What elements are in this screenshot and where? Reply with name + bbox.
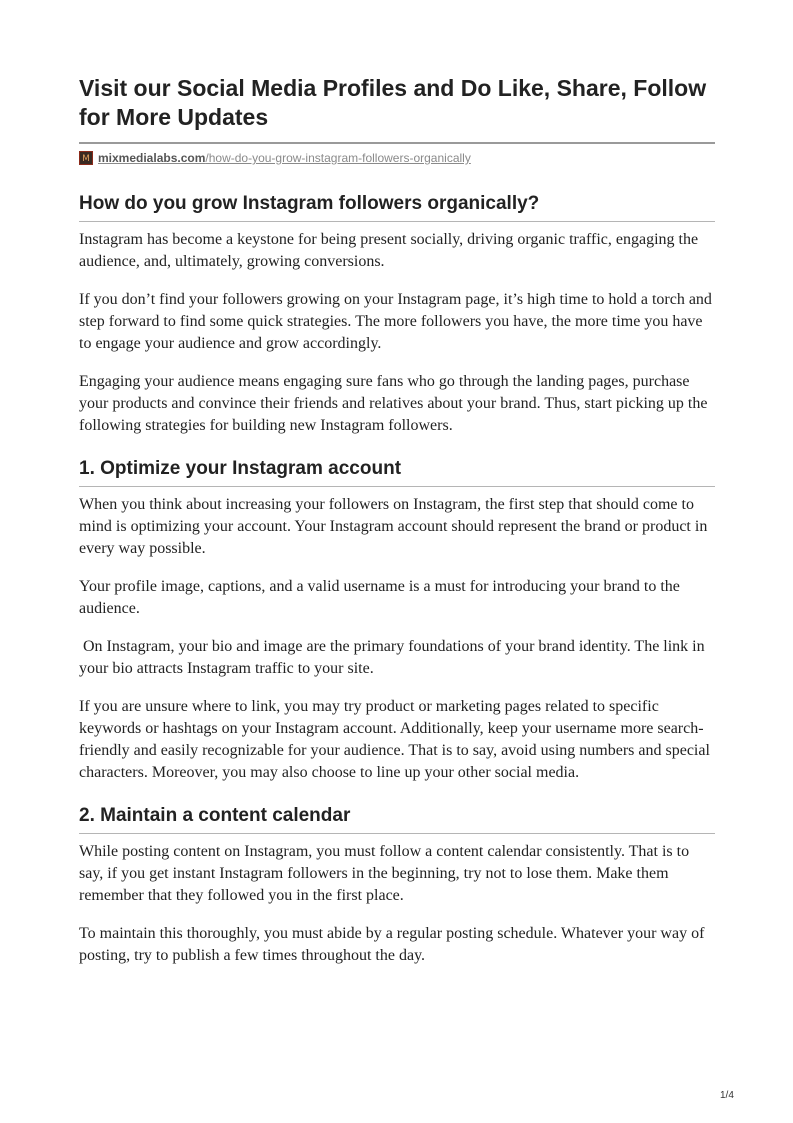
section-paragraph: While posting content on Instagram, you must follow a content calendar consistently. That is to say, if you get instant Instagram followers in the beginning, try not to lose them. Make them remember that they followed you in the first place. bbox=[79, 843, 690, 904]
source-domain: mixmedialabs.com bbox=[98, 151, 206, 165]
section-paragraph: To maintain this thoroughly, you must abide by a regular posting schedule. Whatever your way of posting, try to publish a few times throughout the day. bbox=[79, 925, 705, 964]
section-paragraph: When you think about increasing your followers on Instagram, the first step that should come to mind is optimizing your account. Your Instagram account should represent the brand or product in every way possible. bbox=[79, 496, 708, 557]
intro-paragraph: Engaging your audience means engaging sure fans who go through the landing pages, purchase your products and convince their friends and relatives about your brand. Thus, start picking up the following strategies for building new Instagram followers. bbox=[79, 373, 708, 434]
section-paragraph: On Instagram, your bio and image are the primary foundations of your brand identity. The link in your bio attracts Instagram traffic to your site. bbox=[79, 638, 709, 677]
section-paragraph: If you are unsure where to link, you may try product or marketing pages related to specific keywords or hashtags on your Instagram account. Additionally, keep your username more search-friendly and easily recognizable for your audience. That is to say, avoid using numbers and special characters. Moreover, you may also choose to line up your other social media. bbox=[79, 698, 710, 781]
section-paragraph: Your profile image, captions, and a valid username is a must for introducing your brand to the audience. bbox=[79, 578, 680, 617]
intro-paragraph: Instagram has become a keystone for being present socially, driving organic traffic, engaging the audience, and, ultimately, growing conversions. bbox=[79, 231, 699, 270]
section-heading-optimize: 1. Optimize your Instagram account bbox=[79, 457, 715, 487]
site-favicon-icon: M bbox=[79, 151, 93, 165]
source-link[interactable] bbox=[98, 150, 471, 166]
article-heading: How do you grow Instagram followers organically? bbox=[79, 192, 715, 222]
intro-paragraph: If you don’t find your followers growing on your Instagram page, it’s high time to hold a torch and step forward to find some quick strategies. The more followers you have, the more time you have to engage your audience and grow accordingly. bbox=[79, 291, 712, 352]
page-number: 1/4 bbox=[720, 1090, 734, 1101]
document-page bbox=[79, 74, 715, 967]
source-line bbox=[79, 150, 715, 166]
section-heading-calendar: 2. Maintain a content calendar bbox=[79, 804, 715, 834]
page-title: Visit our Social Media Profiles and Do Like, Share, Follow for More Updates bbox=[79, 74, 715, 144]
source-path: /how-do-you-grow-instagram-followers-organically bbox=[205, 151, 471, 165]
